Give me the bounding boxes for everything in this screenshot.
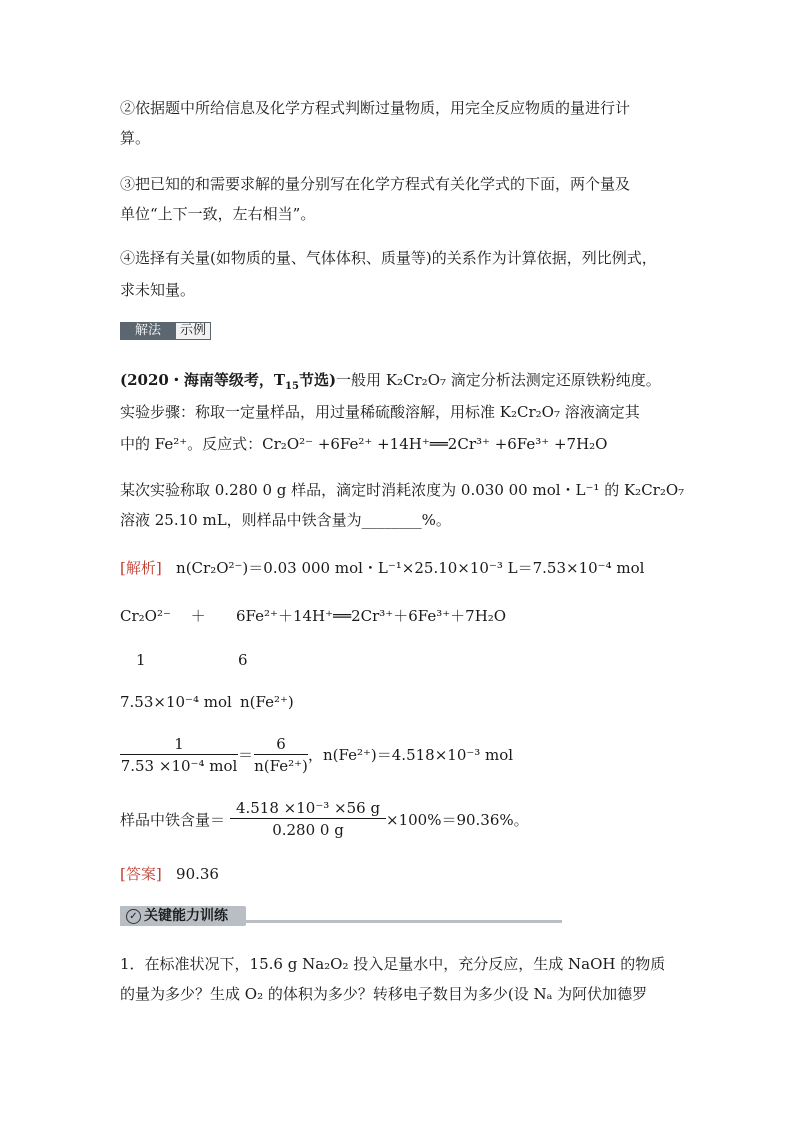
analysis-tag: [解析]: [120, 559, 162, 577]
iron-content-label: 样品中铁含量＝: [120, 811, 226, 829]
analysis-line1: [120, 558, 644, 578]
section-rule: [246, 920, 562, 923]
problem-line4: 某次实验称取 0.280 0 g 样品，滴定时消耗浓度为 0.030 00 mol・L⁻¹ 的 K₂Cr₂O₇: [120, 481, 685, 499]
question1-line2: 的量为多少？生成 O₂ 的体积为多少？转移电子数目为多少(设 Nₐ 为阿伏加德罗: [120, 985, 648, 1003]
equation-right: 6Fe²⁺＋14H⁺══2Cr³⁺＋6Fe³⁺＋7H₂O: [236, 607, 507, 625]
problem-line5: 溶液 25.10 mL，则样品中铁含量为________%。: [120, 511, 451, 529]
problem-intro: 一般用 K₂Cr₂O₇ 滴定分析法测定还原铁粉纯度。: [336, 371, 661, 389]
fraction-2: [254, 734, 308, 777]
fraction-1-numerator: 1: [174, 735, 184, 753]
step2-line1: ②依据题中所给信息及化学方程式判断过量物质，用完全反应物质的量进行计: [120, 99, 631, 117]
amount-a: 7.53×10⁻⁴ mol: [120, 693, 232, 711]
answer-value: 90.36: [176, 865, 219, 883]
badge-part1: 解法: [120, 322, 176, 340]
step4-line1: ④选择有关量(如物质的量、气体体积、质量等)的关系作为计算依据，列比例式，: [120, 249, 657, 267]
ratio-b: 6: [238, 651, 248, 669]
fraction-2-numerator: 6: [276, 735, 286, 753]
equals-sign-1: ＝: [238, 746, 254, 764]
question1-line1: 1．在标准状况下，15.6 g Na₂O₂ 投入足量水中，充分反应，生成 NaOH 的物质: [120, 955, 666, 973]
section-title: 关键能力训练: [144, 908, 228, 924]
step3-line1: ③把已知的和需要求解的量分别写在化学方程式有关化学式的下面，两个量及: [120, 175, 631, 193]
step2-line2: 算。: [120, 129, 151, 147]
problem-line3: 中的 Fe²⁺。反应式：Cr₂O²⁻ +6Fe²⁺ +14H⁺══2Cr³⁺ +6Fe³⁺ +7H₂O: [120, 435, 608, 453]
problem-source: (2020・海南等级考，$T_{15}$节选): [120, 371, 337, 392]
amount-b: n(Fe²⁺): [240, 693, 294, 711]
section-header: [120, 906, 442, 928]
check-circle-icon: ✓: [126, 909, 141, 924]
equation-left: Cr₂O²⁻ ＋: [120, 607, 206, 625]
answer-line: [120, 864, 219, 884]
problem-line1: [120, 370, 661, 390]
fraction-1-denominator: 7.53 ×10⁻⁴ mol: [120, 754, 238, 777]
badge-part2: 示例: [176, 322, 211, 340]
answer-tag: [答案]: [120, 865, 162, 883]
fraction-1: [120, 734, 238, 777]
method-example-badge: [120, 322, 212, 340]
iron-content-denominator: 0.280 0 g: [230, 818, 386, 841]
fraction-2-denominator: n(Fe²⁺): [254, 754, 308, 777]
ratio-a: 1: [136, 651, 146, 669]
iron-content-result: ×100%＝90.36%。: [386, 811, 529, 829]
analysis-moles: n(Cr₂O²⁻)＝0.03 000 mol・L⁻¹×25.10×10⁻³ L＝7.53×10⁻⁴ mol: [176, 559, 645, 577]
step3-line2: 单位“上下一致，左右相当”。: [120, 205, 316, 223]
iron-content-fraction: [230, 798, 386, 841]
fraction-result: ，n(Fe²⁺)＝4.518×10⁻³ mol: [308, 746, 514, 764]
step4-line2: 求未知量。: [120, 281, 196, 299]
problem-line2: 实验步骤：称取一定量样品，用过量稀硫酸溶解，用标准 K₂Cr₂O₇ 溶液滴定其: [120, 403, 640, 421]
iron-content-numerator: 4.518 ×10⁻³ ×56 g: [235, 799, 381, 817]
